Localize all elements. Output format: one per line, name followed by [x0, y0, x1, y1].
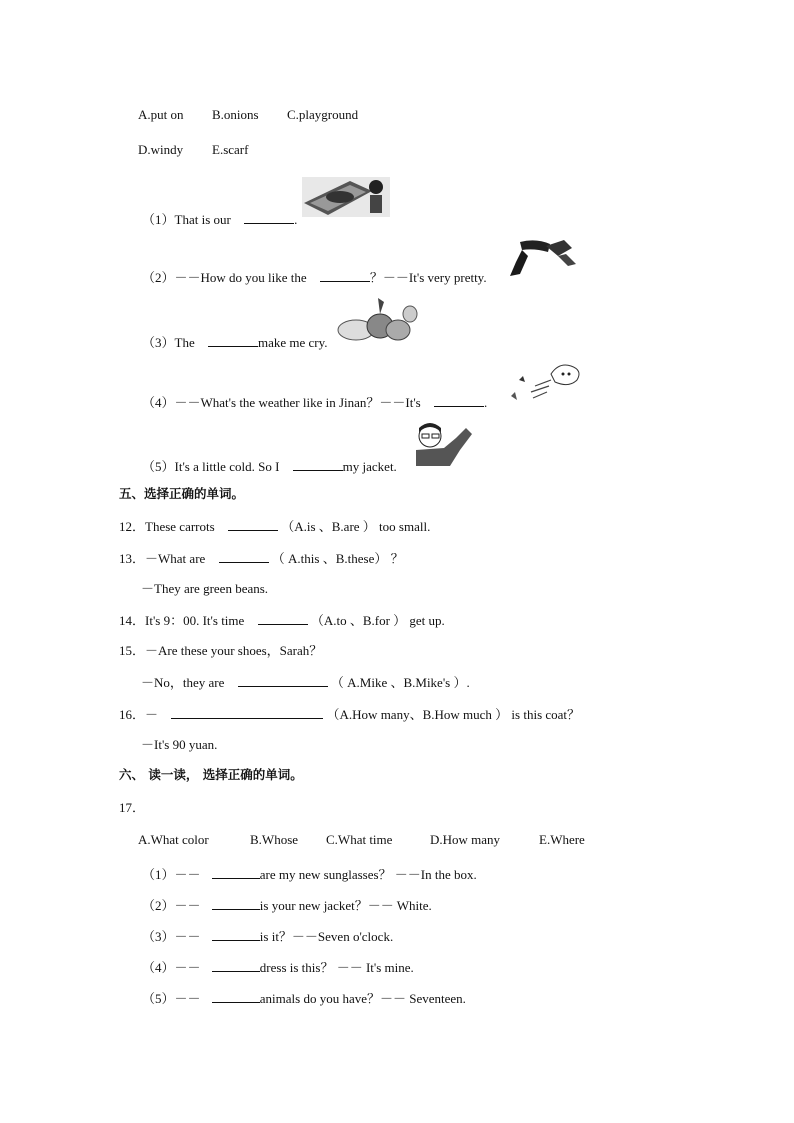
- question-16-answer: －It's 90 yuan.: [141, 737, 218, 752]
- question-15: [119, 643, 322, 659]
- q17-item-2: [142, 897, 432, 914]
- answer-text: －No，they are: [141, 675, 225, 690]
- q17-item-1: [142, 866, 477, 883]
- q11-item-3: [142, 334, 328, 351]
- item-text-end: is your new jacket？－－ White.: [259, 898, 432, 913]
- item-text: It's a little cold. So I: [174, 459, 280, 474]
- item-number: （3）: [142, 929, 175, 944]
- question-number: 14．: [119, 613, 146, 628]
- item-text: －－: [174, 960, 201, 975]
- question-13-answer: －They are green beans.: [141, 581, 269, 596]
- answer-blank[interactable]: [320, 269, 370, 282]
- question-text-end: ？: [390, 551, 404, 566]
- answer-blank[interactable]: [208, 334, 258, 347]
- q17-item-3: [142, 928, 393, 945]
- question-13: [119, 550, 404, 567]
- question-number: 12．: [119, 519, 146, 534]
- boy-put-on-jacket-picture: [410, 420, 474, 470]
- item-text: －－: [174, 991, 201, 1006]
- option-b: B.onions: [212, 107, 259, 122]
- answer-blank[interactable]: [219, 550, 269, 563]
- scarf-picture: [506, 236, 578, 280]
- choices: （A.is 、B.are ）: [281, 519, 376, 534]
- answer-blank[interactable]: [244, 211, 294, 224]
- answer-blank[interactable]: [238, 674, 328, 687]
- playground-picture: [302, 173, 390, 219]
- item-number: （3）: [142, 335, 175, 350]
- item-text-end: is it？－－Seven o'clock.: [259, 929, 394, 944]
- answer-blank[interactable]: [212, 866, 260, 879]
- question-number: 16．: [119, 707, 146, 722]
- q11-item-5: [142, 458, 397, 475]
- q17-option-a: A.What color: [138, 832, 209, 847]
- item-number: （1）: [142, 867, 175, 882]
- choices: （A.to 、B.for ）: [310, 613, 407, 628]
- question-text: －Are these your shoes，Sarah？: [145, 643, 323, 658]
- item-number: （1）: [142, 212, 175, 227]
- item-text: That is our: [174, 212, 231, 227]
- item-text: －－: [174, 867, 201, 882]
- item-text-end: animals do you have？－－ Seventeen.: [259, 991, 466, 1006]
- question-number: 15．: [119, 643, 146, 658]
- item-text-end: .: [294, 212, 298, 227]
- answer-blank[interactable]: [212, 990, 260, 1003]
- item-text: －－How do you like the: [174, 270, 307, 285]
- item-number: （5）: [142, 459, 175, 474]
- q17-option-b: B.Whose: [250, 832, 299, 847]
- choices: （A.How many、B.How much ）: [326, 707, 509, 722]
- option-a: A.put on: [138, 107, 184, 122]
- item-text-end: make me cry.: [257, 335, 328, 350]
- onions-picture: [336, 294, 418, 344]
- q11-item-2: [142, 269, 487, 286]
- q11-item-4: [142, 394, 487, 411]
- q17-item-5: [142, 990, 466, 1007]
- item-text: －－What's the weather like in Jinan？－－It's: [174, 395, 421, 410]
- answer-text-end: .: [466, 675, 470, 690]
- windy-picture: [505, 360, 587, 410]
- question-text: It's 9：00. It's time: [145, 613, 245, 628]
- q17-item-4: [142, 959, 414, 976]
- answer-blank[interactable]: [293, 458, 343, 471]
- question-text-end: is this coat？: [511, 707, 581, 722]
- answer-blank[interactable]: [258, 612, 308, 625]
- question-12: [119, 518, 430, 535]
- answer-blank[interactable]: [228, 518, 278, 531]
- item-number: （2）: [142, 898, 175, 913]
- answer-blank[interactable]: [171, 706, 323, 719]
- item-text-end: ？－－It's very pretty.: [369, 270, 487, 285]
- item-number: （5）: [142, 991, 175, 1006]
- item-number: （4）: [142, 395, 175, 410]
- answer-blank[interactable]: [212, 897, 260, 910]
- question-text: －: [145, 707, 159, 722]
- item-text-end: dress is this？ －－ It's mine.: [259, 960, 414, 975]
- choices: （ A.this 、B.these）: [271, 551, 388, 566]
- question-text: －What are: [145, 551, 206, 566]
- q17-option-d: D.How many: [430, 832, 501, 847]
- section-5-title: 五、选择正确的单词。: [119, 486, 245, 501]
- item-text: The: [174, 335, 195, 350]
- q11-item-1: [142, 211, 297, 228]
- question-16: [119, 706, 580, 723]
- item-number: （2）: [142, 270, 175, 285]
- section-6-title: 六、 读一读， 选择正确的单词。: [119, 767, 303, 782]
- item-text-end: my jacket.: [342, 459, 397, 474]
- q17-option-c: C.What time: [326, 832, 393, 847]
- item-text: －－: [174, 929, 201, 944]
- question-17-number: 17．: [119, 800, 146, 815]
- item-text-end: are my new sunglasses？ －－In the box.: [259, 867, 477, 882]
- answer-blank[interactable]: [212, 959, 260, 972]
- item-text-end: .: [483, 395, 488, 410]
- question-15-answer-line: [141, 674, 470, 691]
- question-text-end: get up.: [409, 613, 445, 628]
- question-text-end: too small.: [379, 519, 431, 534]
- answer-blank[interactable]: [434, 394, 484, 407]
- answer-blank[interactable]: [212, 928, 260, 941]
- item-number: （4）: [142, 960, 175, 975]
- choices: （ A.Mike 、B.Mike's ）: [330, 675, 467, 690]
- item-text: －－: [174, 898, 201, 913]
- question-text: These carrots: [145, 519, 215, 534]
- q17-option-e: E.Where: [539, 832, 585, 847]
- question-14: [119, 612, 445, 629]
- option-d: D.windy: [138, 142, 184, 157]
- option-e: E.scarf: [212, 142, 249, 157]
- option-c: C.playground: [287, 107, 359, 122]
- question-number: 13．: [119, 551, 146, 566]
